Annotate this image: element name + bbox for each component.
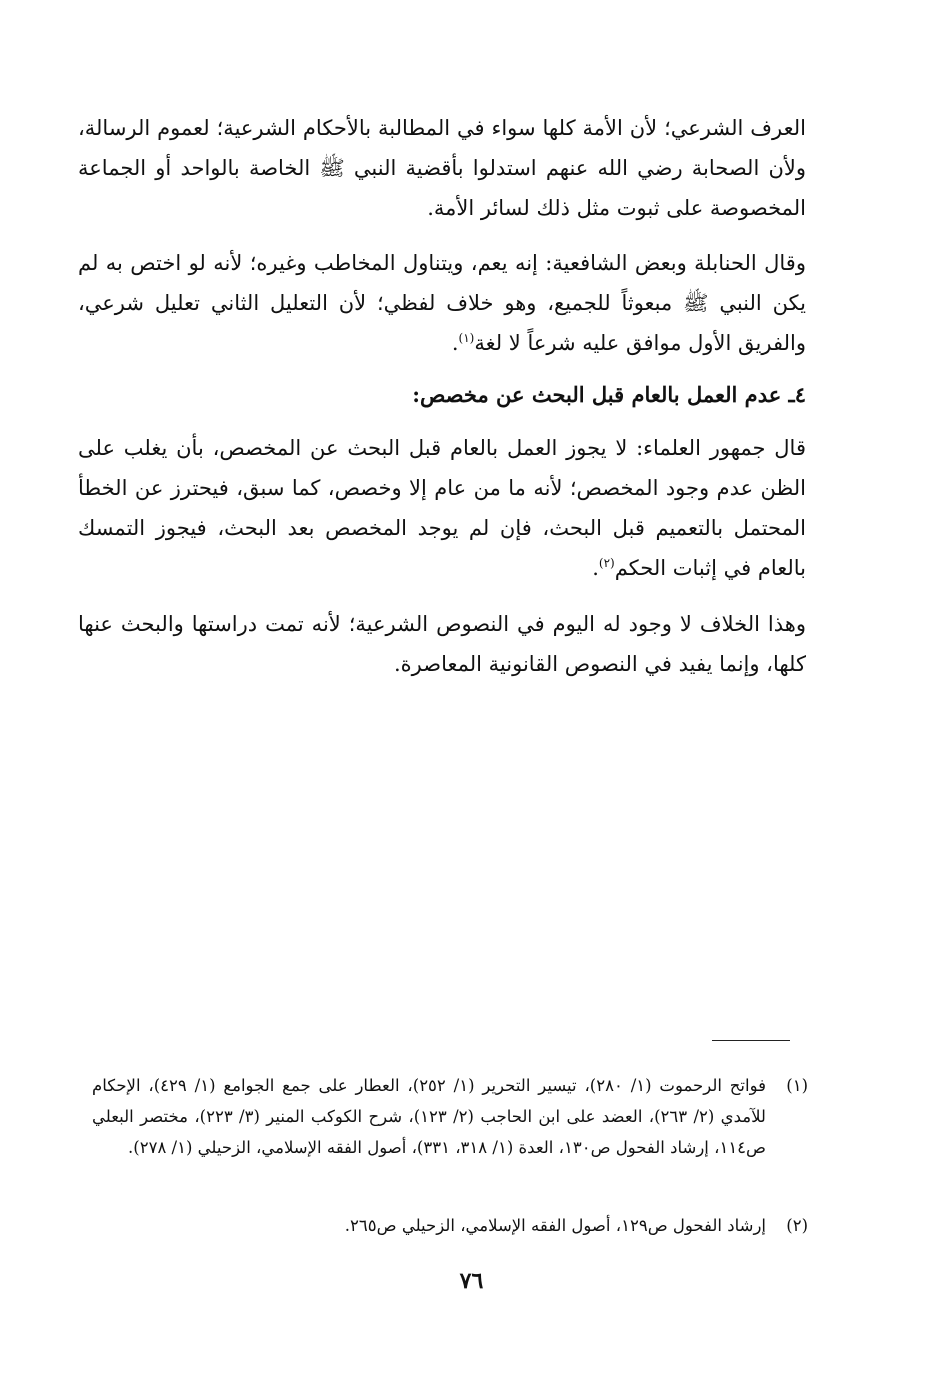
paragraph-4	[78, 604, 806, 684]
paragraph-3	[78, 428, 806, 588]
paragraph-4-text: وهذا الخلاف لا وجود له اليوم في النصوص الشرعية؛ لأنه تمت دراستها والبحث عنها كلها، وإنما يفيد في النصوص القانونية المعاصرة.	[78, 612, 806, 676]
footnote-2-number: (٢)	[786, 1216, 808, 1235]
paragraph-1	[78, 108, 806, 228]
footnote-1-number: (١)	[786, 1076, 808, 1095]
section-heading	[78, 375, 806, 415]
paragraph-1-text: العرف الشرعي؛ لأن الأمة كلها سواء في المطالبة بالأحكام الشرعية؛ لعموم الرسالة، ولأن الصحابة رضي الله عنهم استدلوا بأقضية النبي ﷺ الخاصة بالواحد أو الجماعة المخصوصة على ثبوت مثل ذلك لسائر الأمة.	[78, 116, 806, 220]
footnote-divider	[712, 1040, 790, 1041]
footnote-1-text: فواتح الرحموت (١/ ٢٨٠)، تيسير التحرير (١/ ٢٥٢)، العطار على جمع الجوامع (١/ ٤٢٩)، الإحكام للآمدي (٢/ ٢٦٣)، العضد على ابن الحاجب (٢/ ١٢٣)، شرح الكوكب المنير (٣/ ٢٢٣)، مختصر البعلي ص١١٤، إرشاد الفحول ص١٣٠، العدة (١/ ٣١٨، ٣٣١)، أصول الفقه الإسلامي، الزحيلي (١/ ٢٧٨).	[92, 1076, 767, 1157]
footnote-ref-1[interactable]: (١)	[458, 331, 475, 345]
paragraph-3-end: .	[592, 556, 599, 580]
paragraph-3-text: قال جمهور العلماء: لا يجوز العمل بالعام قبل البحث عن المخصص، بأن يغلب على الظن عدم وجود المخصص؛ لأنه ما من عام إلا وخصص، كما سبق، فيحترز عن الخطأ المحتمل بالتعميم قبل البحث، فإن لم يوجد المخصص بعد البحث، فيجوز التمسك بالعام في إثبات الحكم	[78, 436, 806, 580]
paragraph-2-text: وقال الحنابلة وبعض الشافعية: إنه يعم، ويتناول المخاطب وغيره؛ لأنه لو اختص به لم يكن النبي ﷺ مبعوثاً للجميع، وهو خلاف لفظي؛ لأن التعليل الثاني تعليل شرعي، والفريق الأول موافق عليه شرعاً لا لغة	[78, 251, 806, 355]
page-number: ٧٦	[459, 1268, 484, 1294]
footnote-ref-2[interactable]: (٢)	[598, 556, 615, 570]
footnote-1	[92, 1070, 808, 1163]
paragraph-2	[78, 243, 806, 363]
footnote-2	[92, 1210, 808, 1241]
paragraph-2-end: .	[451, 331, 459, 355]
footnote-2-text: إرشاد الفحول ص١٢٩، أصول الفقه الإسلامي، الزحيلي ص٢٦٥.	[344, 1216, 766, 1235]
section-heading-text: ٤ـ عدم العمل بالعام قبل البحث عن مخصص:	[412, 382, 806, 407]
